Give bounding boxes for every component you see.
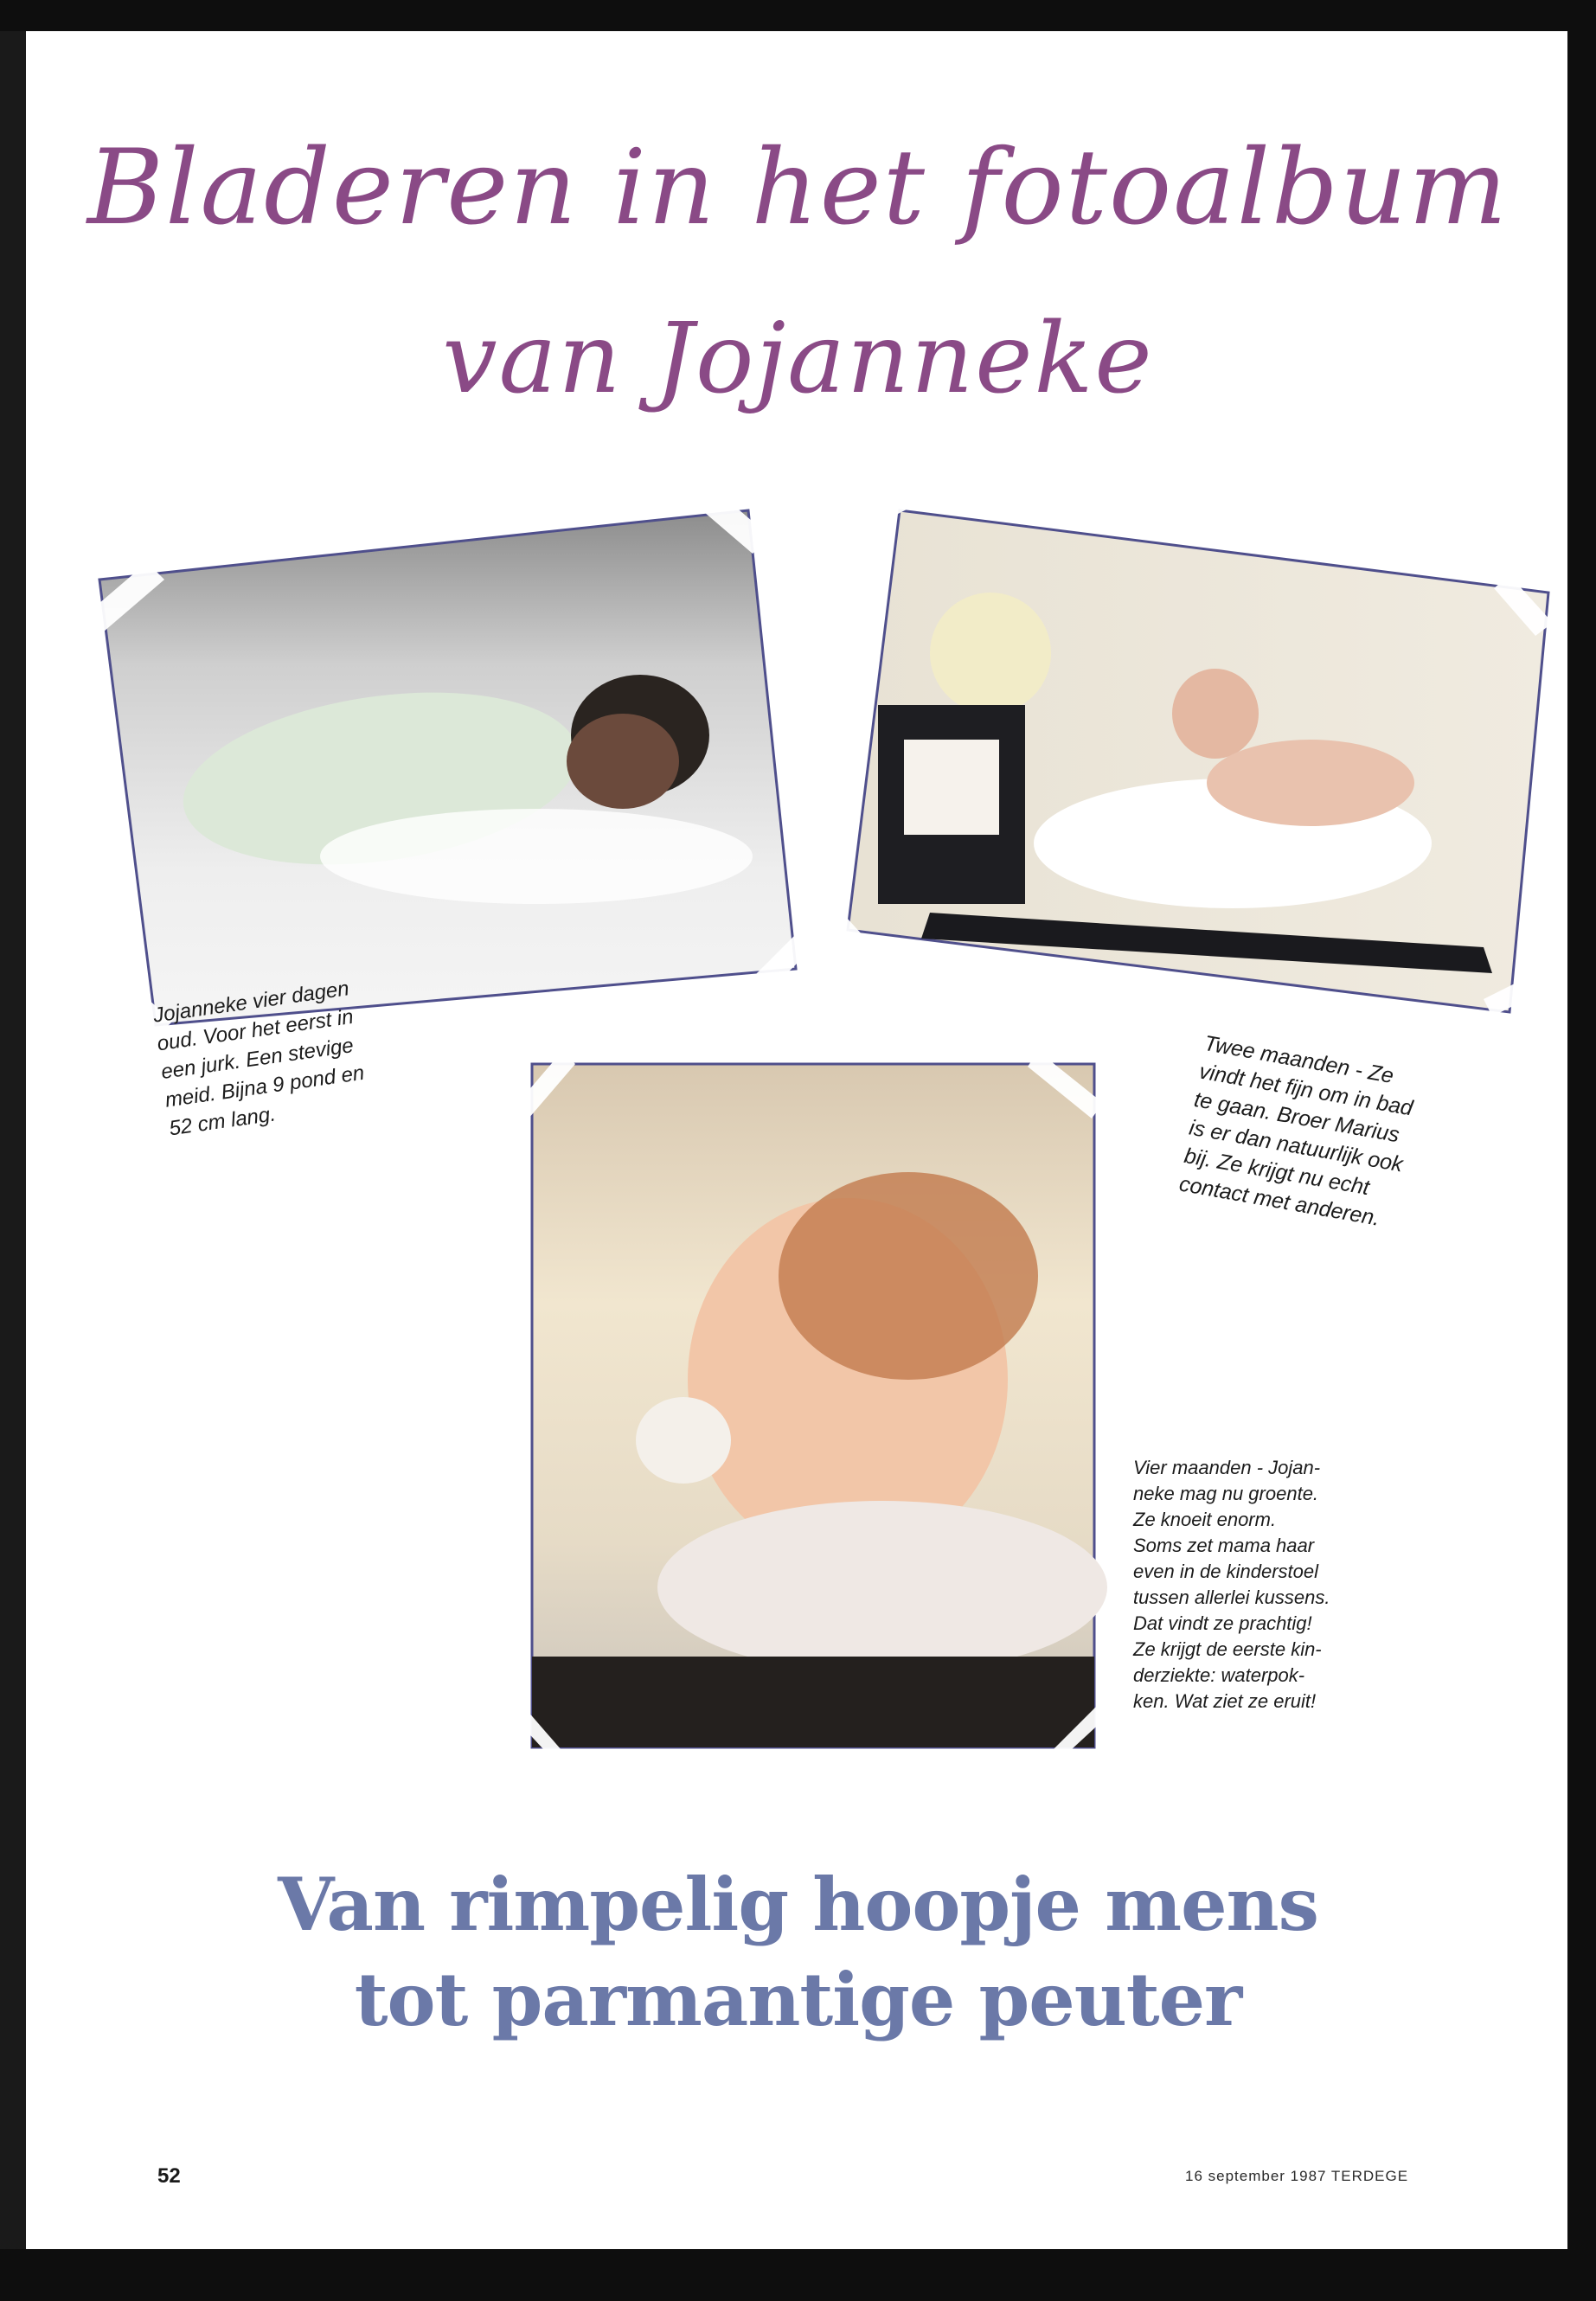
page-number: 52 [157, 2164, 181, 2188]
highchair-photo [510, 1051, 1116, 1760]
page-title-line-2: van Jojanneke [442, 303, 1154, 415]
bath-photo-caption: Twee maanden - Ze vindt het fijn om in bad te gaan. Broer Marius is er dan natuurlijk ook bij. Ze krijgt nu echt contact met anderen. [1177, 1030, 1415, 1231]
headline-line-2: tot parmantige peuter [354, 1957, 1242, 2042]
scan-border-bottom [0, 2249, 1596, 2301]
publication-info: 16 september 1987 TERDEGE [1185, 2168, 1409, 2184]
bath-photo [826, 480, 1553, 1025]
highchair-photo-caption: Vier maanden - Jojan- neke mag nu groente. Ze knoeit enorm. Soms zet mama haar even in de kinderstoel tussen allerlei kussens. Dat vindt ze prachtig! Ze krijgt de eerste kin- derziekte: waterpok- ken. Wat ziet ze eruit! [1133, 1457, 1330, 1712]
scan-border-top [0, 0, 1596, 31]
headline-line-1: Van rimpelig hoopje mens [278, 1862, 1318, 1947]
newborn-photo [87, 484, 804, 1038]
page-title-line-1: Bladeren in het fotoalbum [87, 128, 1509, 248]
newborn-photo-caption: Jojanneke vier dagen oud. Voor het eerst in een jurk. Een stevige meid. Bijna 9 pond en 52 cm lang. [151, 977, 366, 1141]
